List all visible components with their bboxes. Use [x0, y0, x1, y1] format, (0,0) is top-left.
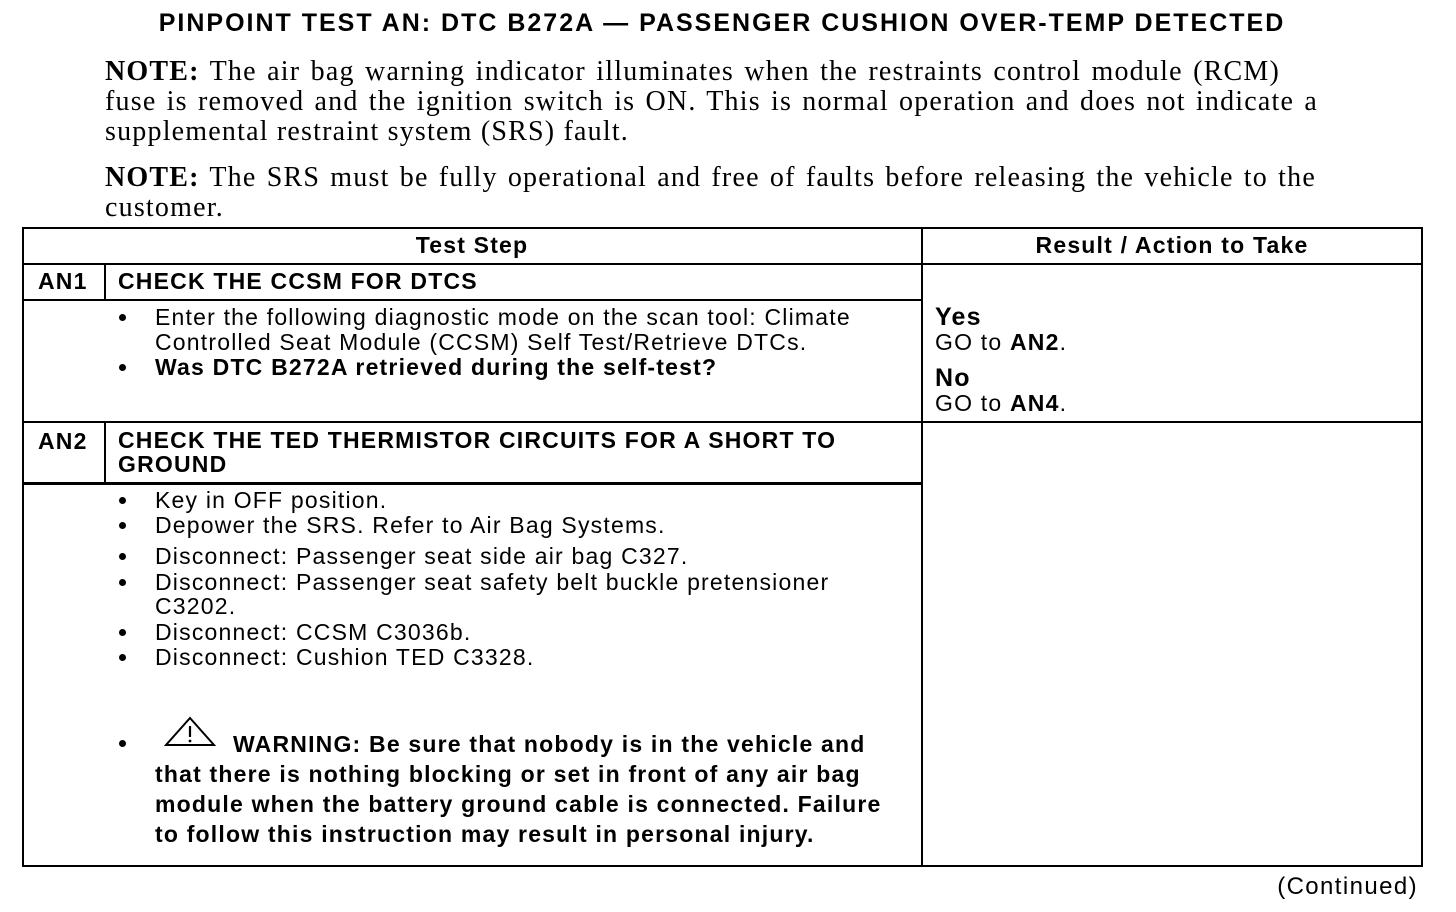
- step-item-line: Disconnect: CCSM C3036b.: [155, 619, 472, 645]
- step-title-line: CHECK THE TED THERMISTOR CIRCUITS FOR A SHORT TO: [118, 427, 837, 453]
- step-item: [155, 645, 534, 670]
- step-item: [155, 513, 666, 538]
- action-text: GO to: [935, 390, 1003, 416]
- step-divider: [22, 421, 1423, 423]
- warning-line-text: Be sure that nobody is in the vehicle and: [369, 731, 866, 757]
- bullet: [119, 497, 126, 504]
- note-2-line-1: [105, 163, 1316, 193]
- bullet: [119, 740, 126, 747]
- bullet: [119, 654, 126, 661]
- step-id-divider: [104, 422, 106, 484]
- action-target: AN2: [1009, 329, 1060, 355]
- bullet: [119, 522, 126, 529]
- action-text: GO to: [935, 329, 1003, 355]
- note-2-line-2: customer.: [105, 192, 224, 223]
- warning-text: [155, 729, 882, 849]
- step-item: [155, 620, 471, 645]
- bullet: [119, 553, 126, 560]
- step-item-line: Depower the SRS. Refer to Air Bag Systems.: [155, 512, 666, 538]
- header-result-action: Result / Action to Take: [1035, 232, 1309, 258]
- note-text: The SRS must be fully operational and free of faults before releasing the vehicle to the: [209, 162, 1316, 193]
- bullet: [119, 364, 126, 371]
- header-test-step: Test Step: [415, 232, 529, 258]
- step-item-line: Disconnect: Passenger seat side air bag C327.: [155, 543, 689, 569]
- continued-label: (Continued): [1277, 873, 1418, 900]
- result-action-yes: [935, 330, 1067, 355]
- step-item-line: Disconnect: Passenger seat safety belt buckle pretensioner: [155, 569, 830, 595]
- note-1-line-1: [105, 57, 1280, 87]
- note-1-line-3: supplemental restraint system (SRS) fault.: [105, 116, 629, 147]
- step-item: [155, 570, 829, 618]
- warning-line: [155, 729, 882, 759]
- step-item: [155, 488, 387, 513]
- action-punct: .: [1059, 390, 1068, 416]
- step-question: [155, 355, 717, 380]
- step-id: AN2: [38, 428, 88, 454]
- step-an1-title-divider: [22, 299, 922, 301]
- step-item: [155, 305, 851, 355]
- result-answer-yes: Yes: [935, 303, 982, 331]
- step-title: [118, 269, 478, 294]
- page-title: PINPOINT TEST AN: DTC B272A — PASSENGER CUSHION OVER-TEMP DETECTED: [158, 9, 1286, 37]
- step-item-line: Key in OFF position.: [155, 487, 388, 513]
- step-item-line: C3202.: [155, 593, 237, 619]
- step-item-line: Was DTC B272A retrieved during the self-test?: [155, 354, 718, 380]
- step-item-line: Controlled Seat Module (CCSM) Self Test/Retrieve DTCs.: [155, 329, 808, 355]
- warning-label: WARNING:: [233, 731, 362, 757]
- action-target: AN4: [1009, 390, 1060, 416]
- warning-line: to follow this instruction may result in personal injury.: [155, 821, 815, 847]
- step-title-line: GROUND: [118, 451, 228, 477]
- bullet: [119, 579, 126, 586]
- result-answer-no: No: [935, 364, 971, 392]
- step-title: [118, 428, 836, 476]
- column-divider: [921, 227, 923, 867]
- step-title-line: CHECK THE CCSM FOR DTCS: [118, 268, 478, 294]
- step-item-line: Disconnect: Cushion TED C3328.: [155, 644, 535, 670]
- warning-line: that there is nothing blocking or set in front of any air bag: [155, 761, 861, 787]
- note-label: NOTE:: [105, 56, 200, 87]
- step-id-divider: [104, 264, 106, 300]
- header-row-divider: [22, 263, 1423, 265]
- result-action-no: [935, 391, 1067, 416]
- note-label: NOTE:: [105, 162, 200, 193]
- step-item-line: Enter the following diagnostic mode on the scan tool: Climate: [155, 304, 851, 330]
- bullet: [119, 629, 126, 636]
- note-text: The air bag warning indicator illuminates when the restraints control module (RCM): [209, 56, 1280, 87]
- action-punct: .: [1059, 329, 1068, 355]
- step-item: [155, 544, 688, 569]
- note-1: [105, 57, 1318, 147]
- note-2: [105, 163, 1316, 223]
- step-an2-title-divider: [22, 482, 922, 485]
- warning-line: module when the battery ground cable is connected. Failure: [155, 791, 882, 817]
- step-id: AN1: [38, 268, 88, 294]
- note-1-line-2: fuse is removed and the ignition switch is ON. This is normal operation and does not indicate a: [105, 86, 1318, 117]
- bullet: [119, 314, 126, 321]
